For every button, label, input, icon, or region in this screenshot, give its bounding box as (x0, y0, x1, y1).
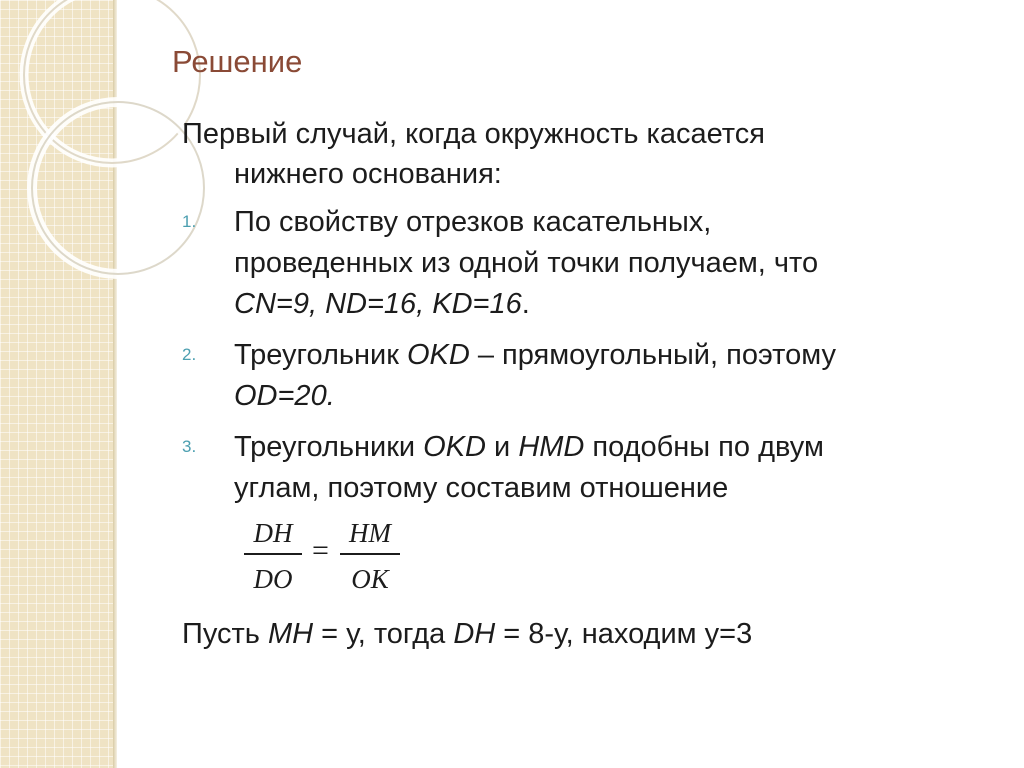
fraction-bar-left (244, 553, 302, 555)
intro-line-1: Первый случай, когда окружность касается (182, 118, 765, 150)
slide-title: Решение (172, 44, 303, 79)
item2-line-1 (234, 335, 836, 375)
conclusion-mid1: = у, тогда (313, 618, 454, 650)
numerator-dh: DH (253, 518, 293, 548)
item1-line-2: проведенных из одной точки получаем, что (234, 247, 819, 279)
item3-math2: HMD (518, 431, 585, 463)
item3-mid: и (485, 431, 519, 463)
item1-line-3 (234, 284, 530, 324)
denominator-ok: OK (351, 564, 389, 594)
conclusion-mid2: = 8-у, находим у=3 (495, 618, 753, 650)
item3-line-1 (234, 427, 824, 467)
item1-math: CN=9, ND=16, KD=16 (234, 288, 522, 320)
item3-post: подобны по двум (584, 431, 824, 463)
item2-line-2 (234, 376, 335, 416)
intro-line-2: нижнего основания: (234, 158, 502, 190)
item3-line-2: углам, поэтому составим отношение (234, 472, 729, 504)
numerator-hm: HM (349, 518, 391, 548)
list-number-3: 3. (182, 437, 197, 456)
item3-pre: Треугольники (234, 431, 424, 463)
fraction-bar-right (340, 553, 400, 555)
item2-math: OKD (406, 339, 470, 371)
item2-od: OD=20. (234, 380, 335, 412)
conclusion-dh: DH (453, 618, 496, 650)
conclusion-mh: MH (267, 618, 314, 650)
item2-post: – прямоугольный, поэтому (469, 339, 836, 371)
item1-line-1: По свойству отрезков касательных, (234, 206, 712, 238)
list-number-1: 1. (182, 212, 197, 231)
item1-period: . (521, 288, 530, 320)
denominator-do: DO (253, 564, 293, 594)
equals-sign: = (312, 534, 329, 567)
list-number-2: 2. (182, 345, 197, 364)
conclusion-pre: Пусть (182, 618, 268, 650)
item3-math1: OKD (423, 431, 486, 463)
conclusion-line (182, 614, 752, 654)
item2-pre: Треугольник (234, 339, 407, 371)
